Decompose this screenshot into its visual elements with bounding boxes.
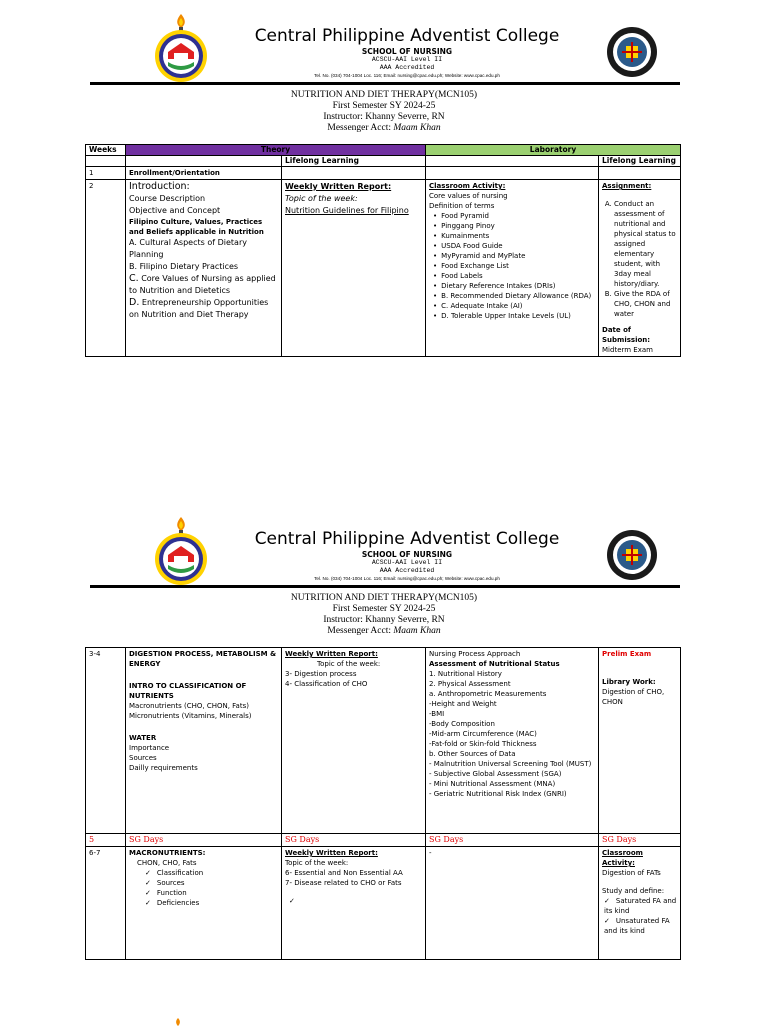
micronutrients-text: Micronutrients (Vitamins, Minerals) [129, 712, 252, 720]
messenger-label: Messenger Acct: [327, 626, 394, 636]
intro-heading: Introduction: [129, 181, 190, 192]
assignment-cell [599, 180, 681, 357]
check-icon: ✓ [289, 897, 295, 905]
sg-days: SG Days [282, 834, 426, 847]
sg-days: SG Days [426, 834, 599, 847]
objective-concept: Objective and Concept [129, 206, 221, 215]
sg-days: SG Days [599, 834, 681, 847]
aaa-accreditation: AAA Accredited [379, 567, 435, 574]
list-item: -Height and Weight [429, 700, 497, 708]
terms-list [429, 211, 595, 321]
messenger-name: Maam Khan [393, 626, 441, 636]
accreditation-level: ACSCU-AAI Level II [371, 559, 443, 566]
enrollment-cell: Enrollment/Orientation [126, 167, 282, 180]
topic-item: 3- Digestion process [285, 670, 357, 678]
college-name: Central Philippine Adventist College [254, 26, 560, 46]
semester: First Semester SY 2024-25 [332, 604, 436, 614]
weekly-report-label: Weekly Written Report: [285, 182, 392, 191]
letterhead [0, 515, 768, 597]
table-row [86, 847, 681, 960]
list-item: • Food Labels [433, 271, 595, 281]
macronutrient-list: CHON, CHO, Fats [137, 859, 197, 867]
lifelong-theory-cell [282, 847, 426, 960]
define-list [602, 896, 677, 936]
lifelong-theory-cell [282, 648, 426, 834]
accreditation-level: ACSCU-AAI Level II [371, 56, 443, 63]
lifelong-learning-header: Lifelong Learning [599, 156, 681, 167]
course-title: NUTRITION AND DIET THERAPY(MCN105) [290, 593, 478, 603]
table-row [86, 167, 681, 180]
assignment-cell [599, 847, 681, 960]
theory-cell [126, 648, 282, 834]
library-work-label: Library Work: [602, 678, 656, 686]
activity-label: Classroom Activity: [602, 849, 643, 867]
midterm-text: Midterm Exam [602, 346, 653, 354]
intro-classification: INTRO TO CLASSIFICATION OF NUTRIENTS [129, 682, 247, 700]
page-1 [0, 12, 768, 354]
topic-label: Topic of the week: [317, 660, 381, 668]
core-values: C. Core Values of Nursing as applied to Nutrition and Dietetics [129, 273, 276, 295]
list-item: - Malnutrition Universal Screening Tool (MUST) [429, 760, 592, 768]
list-item: ✓ Sources [145, 878, 278, 888]
importance-text: Importance [129, 744, 170, 752]
list-item: b. Other Sources of Data [429, 750, 516, 758]
cultural-aspects: A. Cultural Aspects of Dietary Planning [129, 238, 247, 259]
syllabus-table-2 [85, 647, 681, 960]
topic-item: 7- Disease related to CHO or Fats [285, 879, 402, 887]
page-2 [0, 515, 768, 935]
week-cell: 3-4 [86, 648, 126, 834]
list-item: -Body Composition [429, 720, 495, 728]
syllabus-table-1 [85, 144, 681, 357]
header-rule [90, 82, 680, 85]
list-item: ✓ Unsaturated FA and its kind [604, 916, 677, 936]
table-subheader-row [86, 156, 681, 167]
assignment-list [602, 199, 677, 319]
weekly-report-label: Weekly Written Report: [285, 849, 378, 857]
filipino-culture: Filipino Culture, Values, Practices and Beliefs applicable in Nutrition [129, 218, 264, 236]
checklist [129, 868, 278, 908]
weeks-header: Weeks [86, 145, 126, 156]
topic-label: Topic of the week: [285, 859, 349, 867]
activity-label: Classroom Activity: [429, 182, 506, 190]
college-logo-icon [168, 1018, 188, 1026]
table-row [86, 834, 681, 847]
library-work-text: Digestion of CHO, CHON [602, 688, 665, 706]
macronutrients-heading: MACRONUTRIENTS: [129, 849, 206, 857]
course-title: NUTRITION AND DIET THERAPY(MCN105) [290, 90, 478, 100]
topic-item: 4- Classification of CHO [285, 680, 368, 688]
list-item: - Geriatric Nutritional Risk Index (GNRI) [429, 790, 567, 798]
contact-info: Tel. No. (034) 704-1004 Loc. 116; Email: nursing@cpac.edu.ph; Website: www.cpac.edu.ph [314, 576, 500, 581]
table-row [86, 180, 681, 357]
theory-cell [126, 180, 282, 357]
list-item: • C. Adequate Intake (AI) [433, 301, 595, 311]
aaa-accreditation: AAA Accredited [379, 64, 435, 71]
messenger-name: Maam Khan [393, 123, 441, 133]
header-rule [90, 585, 680, 588]
instructor: Instructor: Khanny Severre, RN [323, 112, 445, 122]
list-item: 2. Physical Assessment [429, 680, 511, 688]
week-cell: 2 [86, 180, 126, 357]
course-info [0, 593, 768, 637]
week-cell: 1 [86, 167, 126, 180]
theory-header: Theory [126, 145, 426, 156]
weekly-report-label: Weekly Written Report: [285, 650, 378, 658]
table-row [86, 648, 681, 834]
lifelong-theory-cell [282, 180, 426, 357]
water-heading: WATER [129, 734, 157, 742]
daily-requirements: Dailly requirements [129, 764, 198, 772]
list-item: -BMI [429, 710, 445, 718]
messenger-account [0, 123, 768, 134]
approach-text: Nursing Process Approach [429, 650, 521, 658]
list-item: • Pinggang Pinoy [433, 221, 595, 231]
topic-label: Topic of the week: [285, 194, 358, 203]
list-item: • Kumainments [433, 231, 595, 241]
list-item: -Mid-arm Circumference (MAC) [429, 730, 537, 738]
macronutrients-text: Macronutrients (CHO, CHON, Fats) [129, 702, 249, 710]
list-item: • Dietary Reference Intakes (DRIs) [433, 281, 595, 291]
nursing-seal-icon [606, 26, 658, 78]
list-item: • B. Recommended Dietary Allowance (RDA) [433, 291, 595, 301]
list-item: 1. Nutritional History [429, 670, 502, 678]
list-item: -Fat-fold or Skin-fold Thickness [429, 740, 537, 748]
list-item: - Mini Nutritional Assessment (MNA) [429, 780, 556, 788]
list-item: A. Conduct an assessment of nutritional and physical status to assigned elementary student, with 3day meal history/diary. [614, 199, 677, 289]
list-item: - Subjective Global Assessment (SGA) [429, 770, 562, 778]
list-item: ✓ Deficiencies [145, 898, 278, 908]
list-item: • MyPyramid and MyPlate [433, 251, 595, 261]
list-item: ✓ Saturated FA and its kind [604, 896, 677, 916]
college-name: Central Philippine Adventist College [254, 529, 560, 549]
nursing-seal-icon [606, 529, 658, 581]
list-item: • Food Pyramid [433, 211, 595, 221]
course-description: Course Description [129, 194, 206, 203]
table-header-row [86, 145, 681, 156]
list-item: ✓ Function [145, 888, 278, 898]
course-info [0, 90, 768, 134]
theory-cell [126, 847, 282, 960]
list-item: a. Anthropometric Measurements [429, 690, 547, 698]
submission-label: Date of Submission: [602, 326, 651, 344]
assignment-cell [599, 648, 681, 834]
topic-item: 6- Essential and Non Essential AA [285, 869, 403, 877]
definition-label: Definition of terms [429, 202, 495, 210]
assignment-label: Assignment: [602, 182, 652, 190]
digestion-heading: DIGESTION PROCESS, METABOLISM & ENERGY [129, 650, 277, 668]
semester: First Semester SY 2024-25 [332, 101, 436, 111]
messenger-label: Messenger Acct: [327, 123, 394, 133]
contact-info: Tel. No. (034) 704-1004 Loc. 116; Email: nursing@cpac.edu.ph; Website: www.cpac.edu.ph [314, 73, 500, 78]
assessment-heading: Assessment of Nutritional Status [429, 660, 560, 668]
list-item: • Food Exchange List [433, 261, 595, 271]
list-item: • USDA Food Guide [433, 241, 595, 251]
week-cell: 5 [86, 834, 126, 847]
letterhead [0, 12, 768, 94]
sg-days: SG Days [126, 834, 282, 847]
guideline-topic: Nutrition Guidelines for Filipino [285, 206, 409, 215]
week-cell: 6-7 [86, 847, 126, 960]
core-values-text: Core values of nursing [429, 192, 508, 200]
laboratory-cell: - [426, 847, 599, 960]
prelim-exam: Prelim Exam [602, 650, 652, 658]
entrepreneurship: D. Entrepreneurship Opportunities on Nutrition and Diet Therapy [129, 297, 269, 319]
laboratory-cell [426, 648, 599, 834]
study-label: Study and define: [602, 887, 665, 895]
school-name: SCHOOL OF NURSING [361, 47, 453, 56]
laboratory-cell [426, 180, 599, 357]
school-name: SCHOOL OF NURSING [361, 550, 453, 559]
sources-text: Sources [129, 754, 157, 762]
list-item: ✓ Classification [145, 868, 278, 878]
list-item: • D. Tolerable Upper Intake Levels (UL) [433, 311, 595, 321]
laboratory-header: Laboratory [426, 145, 681, 156]
messenger-account [0, 626, 768, 637]
list-item: B. Give the RDA of CHO, CHON and water [614, 289, 677, 319]
instructor: Instructor: Khanny Severre, RN [323, 615, 445, 625]
fats-text: Digestion of FATs [602, 869, 661, 877]
dietary-practices: B. Filipino Dietary Practices [129, 262, 239, 271]
lifelong-learning-header: Lifelong Learning [282, 156, 426, 167]
